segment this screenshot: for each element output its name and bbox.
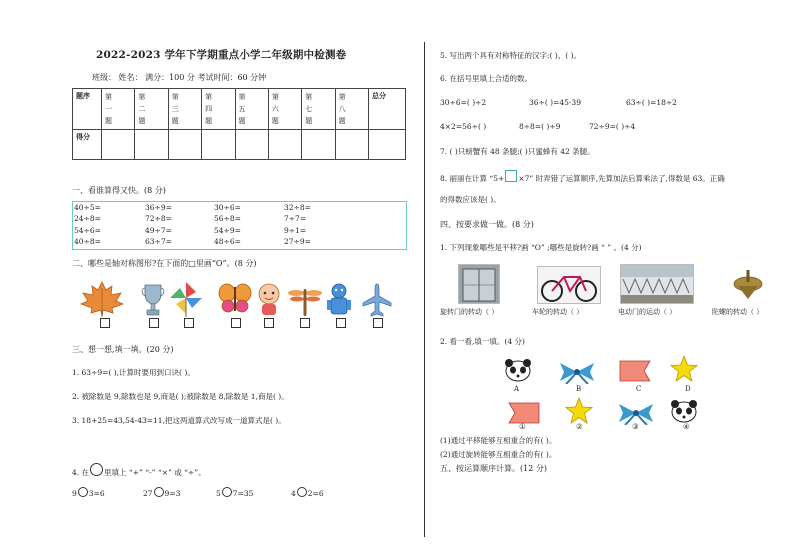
circle-icon[interactable] — [297, 487, 307, 497]
operand: 3=6 — [88, 489, 105, 498]
answer-box[interactable] — [373, 318, 383, 328]
bicycle-photo — [537, 266, 601, 304]
section4-heading: 四、按要求做一做。(8 分) — [440, 220, 534, 229]
drill-item: 30÷6= — [214, 203, 241, 212]
shape-label: C — [636, 385, 642, 393]
question-3-3: 3. 18+25=43,54-43=11,把这两道算式改写成一道算式是( )。 — [72, 416, 286, 425]
photo-label: 旋转门的转动（ ） — [440, 308, 499, 316]
revolving-door-photo — [458, 264, 500, 304]
question-3-2: 2. 被除数是 9,除数也是 9,商是( );被除数是 8,除数是 1,商是( )。 — [72, 392, 289, 401]
operand: 9=3 — [164, 489, 181, 498]
question-3-4-suffix: 里填上 “+” “-” “×” 或 “÷”。 — [104, 468, 206, 477]
question-4-2-1: (1)通过平移能够互相重合的有( )。 — [440, 436, 557, 445]
drill-item: 32÷8= — [284, 203, 311, 212]
drill-item: 9÷1= — [284, 226, 307, 235]
question-3-1: 1. 63÷9=( ),计算时要用到口诀( )。 — [72, 368, 195, 377]
fill-item: 72÷9=( )÷4 — [589, 122, 636, 131]
score-col-3: 第三题 — [171, 93, 179, 125]
drill-item: 48÷6= — [214, 237, 241, 246]
star-icon — [565, 397, 593, 425]
score-cell[interactable] — [202, 130, 235, 160]
circle-icon[interactable] — [154, 487, 164, 497]
question-4-1: 1. 下列现象哪些是平移?画 “O” ;哪些是旋转?画 “ ” 。(4 分) — [440, 243, 642, 252]
shape-label: B — [576, 385, 582, 393]
drill-item: 63÷7= — [145, 237, 172, 246]
operator-item[interactable] — [291, 487, 324, 498]
drill-item: 7÷7= — [284, 214, 307, 223]
photo-label: 车轮的转动（ ） — [532, 308, 584, 316]
dragonfly-icon — [288, 284, 322, 318]
trophy-icon — [140, 282, 166, 318]
drill-item: 54÷9= — [214, 226, 241, 235]
answer-box[interactable] — [149, 318, 159, 328]
drill-item: 27÷9= — [284, 237, 311, 246]
circle-icon[interactable] — [222, 487, 232, 497]
question-5: 5. 写出两个具有对称特征的汉字:( )、( )。 — [440, 51, 582, 60]
section3-heading: 三、想一想,填一填。(20 分) — [72, 345, 174, 354]
score-table — [72, 88, 406, 160]
fill-item: 8÷8=( )÷9 — [519, 122, 561, 131]
operand: 5 — [216, 489, 221, 498]
score-cell[interactable] — [369, 130, 406, 160]
score-total-head: 总分 — [372, 91, 386, 100]
spinning-top-photo — [730, 266, 766, 302]
question-7: 7. ( )只螃蟹有 48 条腿;( )只蜜蜂有 42 条腿。 — [440, 147, 595, 156]
answer-box[interactable] — [184, 318, 194, 328]
arrow-tab-icon — [618, 360, 652, 382]
score-col-8: 第八题 — [338, 93, 346, 125]
section5-heading: 五、按运算顺序计算。(12 分) — [440, 464, 547, 473]
answer-box[interactable] — [264, 318, 274, 328]
operand: 4 — [291, 489, 296, 498]
question-3-4-prefix: 4. 在 — [72, 468, 90, 477]
section2-heading: 二、哪些是轴对称图形?在下面的□里画“O”。(8 分) — [72, 259, 257, 268]
score-table-row1-head: 题序 — [76, 91, 90, 100]
score-cell[interactable] — [102, 130, 135, 160]
score-cell[interactable] — [302, 130, 335, 160]
baby-icon — [256, 283, 282, 317]
shape-label: D — [685, 385, 691, 393]
page-title: 2022-2023 学年下学期重点小学二年级期中检测卷 — [96, 49, 347, 61]
operand: 9 — [72, 489, 77, 498]
drill-item: 54÷6= — [74, 226, 101, 235]
question-4-2-2: (2)通过旋转能够互相重合的有( )。 — [440, 450, 557, 459]
section1-heading: 一、看谁算得又快。(8 分) — [72, 186, 166, 195]
operator-item[interactable] — [143, 487, 180, 498]
drill-item: 72÷8= — [145, 214, 172, 223]
drill-item: 36÷9= — [145, 203, 172, 212]
panda-icon — [503, 358, 533, 384]
circle-icon[interactable] — [78, 487, 88, 497]
pinwheel-icon — [168, 280, 204, 318]
answer-box[interactable] — [231, 318, 241, 328]
electric-gate-photo — [620, 264, 694, 304]
question-8-suffix: ×7” 时弄错了运算顺序,先算加法后算乘法了,得数是 63。正确 — [518, 174, 725, 183]
fill-item: 63÷( )=18÷2 — [626, 98, 677, 107]
score-col-6: 第六题 — [271, 93, 279, 125]
shape-label: ② — [576, 422, 583, 431]
question-8 — [440, 170, 725, 184]
fill-item: 4×2=56÷( ) — [440, 122, 487, 131]
photo-label: 电动门的运动（ ） — [618, 308, 677, 316]
bow-tie-icon — [558, 360, 596, 384]
score-cell[interactable] — [335, 130, 368, 160]
airplane-icon — [362, 283, 392, 317]
operand: 2=6 — [307, 489, 324, 498]
arrow-tab-icon — [507, 402, 541, 424]
drill-item: 49÷7= — [145, 226, 172, 235]
score-col-7: 第七题 — [305, 93, 313, 125]
operand: 7=35 — [232, 489, 254, 498]
maple-leaf-icon — [79, 280, 125, 318]
operator-item[interactable] — [216, 487, 253, 498]
answer-box[interactable] — [336, 318, 346, 328]
drill-box — [72, 201, 407, 250]
score-cell[interactable] — [235, 130, 268, 160]
photo-label: 陀螺的转动（ ） — [712, 308, 764, 316]
question-8-prefix: 8. 丽丽在计算 “5+ — [440, 174, 505, 183]
question-3-4 — [72, 463, 206, 478]
score-cell[interactable] — [168, 130, 201, 160]
snowman-icon — [326, 282, 352, 318]
shape-label: ① — [519, 422, 526, 431]
blank-box[interactable] — [505, 170, 517, 182]
score-col-5: 第五题 — [238, 93, 246, 125]
score-col-2: 第二题 — [138, 93, 146, 125]
score-col-1: 第一题 — [105, 93, 112, 125]
drill-item: 40÷8= — [74, 237, 101, 246]
circle-icon — [90, 463, 103, 476]
column-divider — [424, 42, 425, 537]
shape-label: ④ — [683, 422, 690, 431]
drill-item: 40÷5= — [74, 203, 101, 212]
fill-item: 36÷( )=45-39 — [529, 98, 581, 107]
answer-box[interactable] — [300, 318, 310, 328]
score-table-row2-head: 得分 — [76, 132, 90, 141]
drill-item: 56÷8= — [214, 214, 241, 223]
score-col-4: 第四题 — [205, 93, 213, 125]
score-cell[interactable] — [268, 130, 301, 160]
star-icon — [670, 355, 698, 383]
shape-label: A — [514, 385, 520, 393]
drill-item: 24÷8= — [74, 214, 101, 223]
operator-item[interactable] — [72, 487, 105, 498]
question-4-2: 2. 看一看,填一填。(4 分) — [440, 337, 525, 346]
butterfly-icon — [218, 282, 252, 316]
shape-label: ③ — [632, 422, 639, 431]
question-8-answer: 的得数应该是( )。 — [440, 195, 501, 204]
exam-info: 班级： 姓名： 满分：100 分 考试时间：60 分钟 — [92, 73, 267, 82]
operand: 27 — [143, 489, 153, 498]
answer-box[interactable] — [100, 318, 110, 328]
score-cell[interactable] — [135, 130, 168, 160]
fill-item: 30÷6=( )÷2 — [440, 98, 487, 107]
question-6: 6. 在括号里填上合适的数。 — [440, 74, 533, 83]
